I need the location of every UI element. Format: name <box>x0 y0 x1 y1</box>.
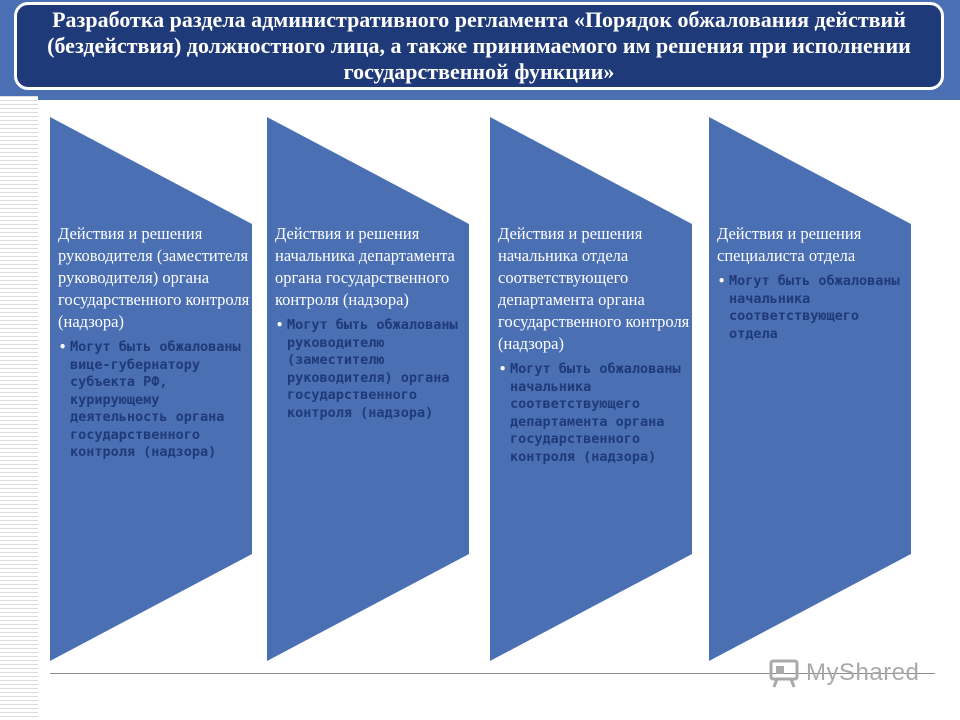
title-box <box>14 2 944 90</box>
presentation-board-icon <box>768 657 800 689</box>
stage-heading: Действия и решения руководителя (заместителя руководителя) органа государственного контроля (надзора) <box>58 224 250 331</box>
chevron-shape <box>709 117 911 661</box>
stage-bullet <box>498 361 690 466</box>
stage-bullet-text: Могут быть обжалованы руководителю (заместителю руководителя) органа государственного контроля (надзора) <box>287 317 458 421</box>
stage-bullet-text: Могут быть обжалованы начальника соответствующего отдела <box>729 273 900 342</box>
watermark-text: MyShared <box>806 659 920 686</box>
stage-chevron-2 <box>267 117 469 661</box>
stage-chevron-3 <box>490 117 692 661</box>
stage-heading: Действия и решения специалиста отдела <box>717 224 862 265</box>
stage-bullet <box>275 317 467 422</box>
bullet-icon: • <box>718 274 726 288</box>
decorative-stripes <box>0 96 38 720</box>
stage-heading: Действия и решения начальника департамента органа государственного контроля (надзора) <box>275 224 455 309</box>
stage-heading: Действия и решения начальника отдела соответствующего департамента органа государственного контроля (надзора) <box>498 224 690 353</box>
stage-bullet-text: Могут быть обжалованы вице-губернатору субъекта РФ, курирующему деятельность органа государственного контроля (надзора) <box>70 339 241 460</box>
stage-bullet <box>717 273 907 343</box>
stage-bullet-text: Могут быть обжалованы начальника соответствующего департамента органа государственного контроля (надзора) <box>510 361 681 465</box>
stage-chevron-4 <box>709 117 911 661</box>
bullet-icon: • <box>276 318 284 332</box>
stage-chevron-1 <box>50 117 252 661</box>
slide-title: Разработка раздела административного регламента «Порядок обжалования действий (бездействия) должностного лица, а также принимаемого им решения при исполнении государственной функции» <box>47 7 911 84</box>
bullet-icon: • <box>499 362 507 376</box>
stage-bullet <box>58 339 250 462</box>
watermark <box>768 655 919 691</box>
bullet-icon: • <box>59 340 67 354</box>
